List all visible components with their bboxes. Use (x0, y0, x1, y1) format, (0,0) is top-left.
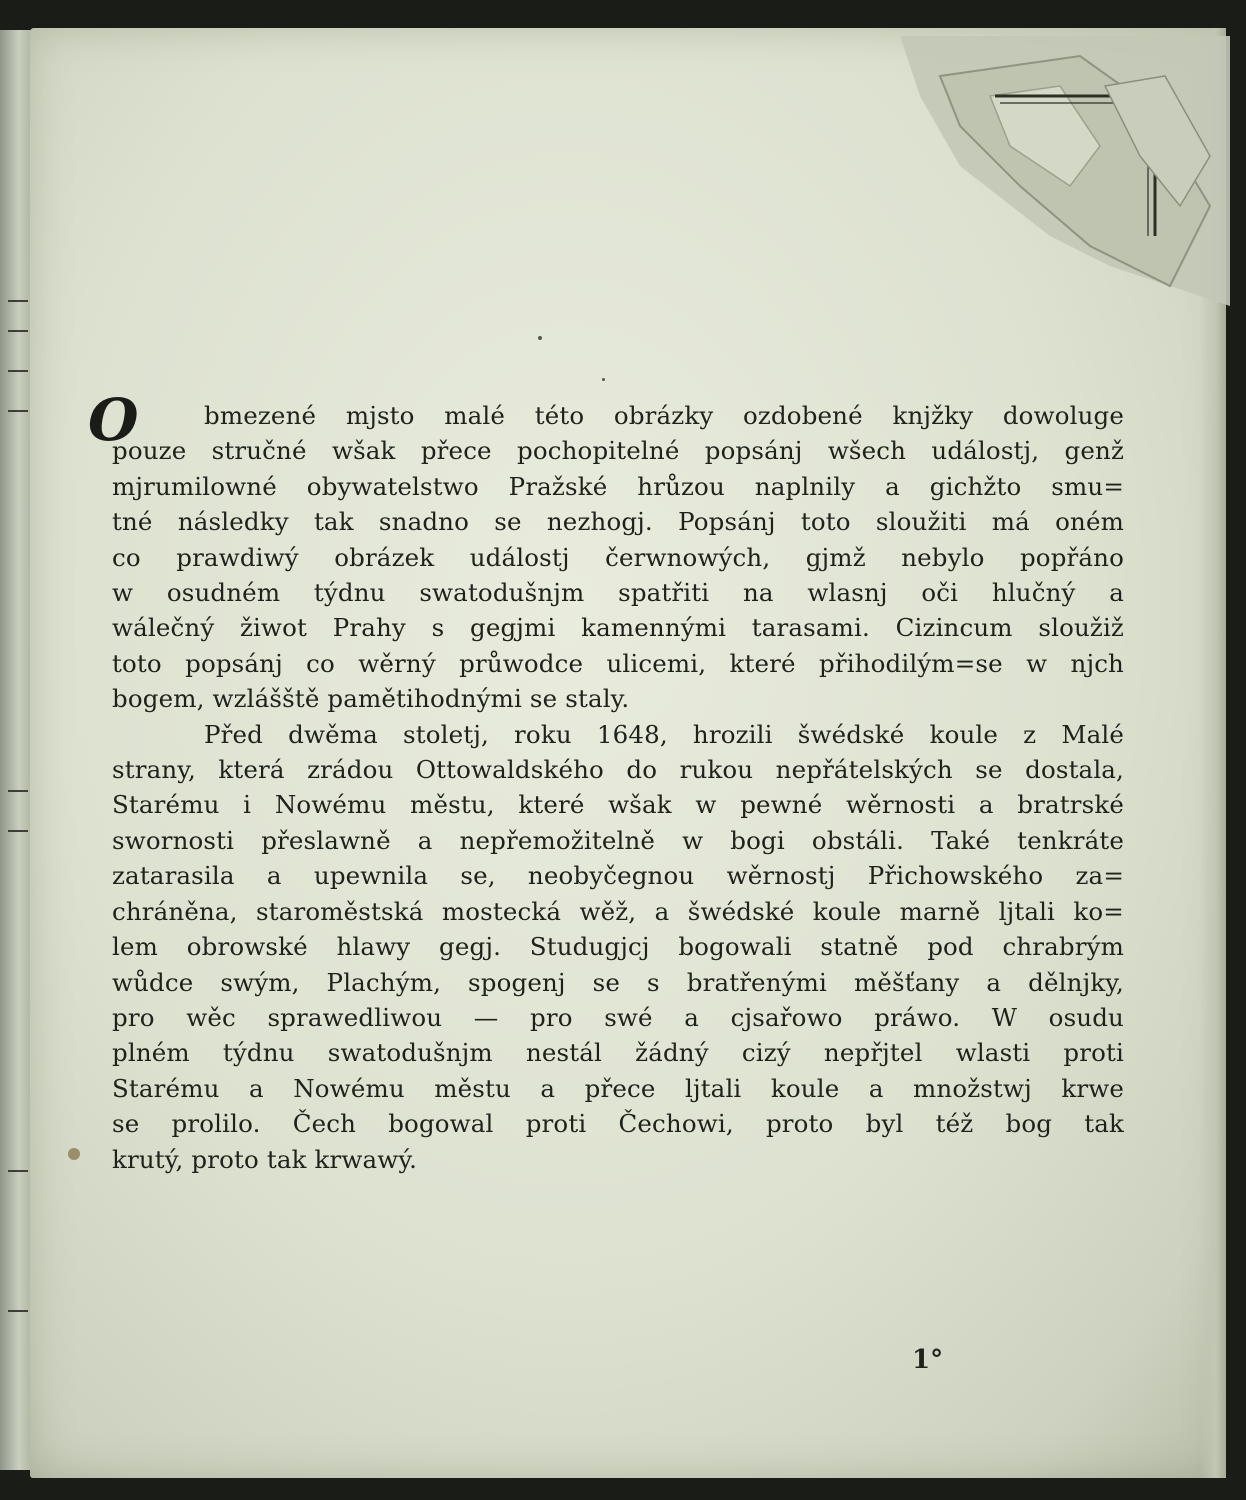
text-line: krutý, proto tak krwawý. (112, 1144, 418, 1174)
text-line: tné následky tak snadno se nezhogj. Popsánj toto sloužiti má oném (112, 507, 1124, 537)
body-text (112, 398, 1124, 1177)
text-line: mjrumilowné obywatelstwo Pražské hrůzou naplnily a gichžto smu= (112, 471, 1124, 501)
text-line: Před dwěma stoletj, roku 1648, hrozili šwédské koule z Malé (204, 719, 1124, 749)
text-line: toto popsánj co wěrný průwodce ulicemi, které přihodilým=se w njch (112, 648, 1124, 678)
drop-cap-initial: O (88, 386, 137, 454)
text-line: Starému i Nowému městu, které wšak w pewné wěrnosti a bratrské (112, 790, 1124, 820)
text-line: w osudném týdnu swatodušnjm spatřiti na wlasnj oči hlučný a (112, 578, 1124, 608)
text-line: plném týdnu swatodušnjm nestál žádný cizý nepřjtel wlasti proti (112, 1038, 1124, 1068)
text-line: pouze stručné wšak přece pochopitelné popsánj wšech událostj, genž (112, 436, 1124, 466)
text-line: strany, která zrádou Ottowaldského do rukou nepřátelských se dostala, (112, 755, 1124, 785)
text-line: chráněna, staroměstská mostecká wěž, a šwédské koule marně ljtali ko= (112, 896, 1124, 926)
paragraph-2 (112, 717, 1124, 1177)
text-line: bmezené mjsto malé této obrázky ozdobené knjžky dowoluge (204, 401, 1124, 430)
paragraph-1 (112, 398, 1124, 717)
text-line: Starému a Nowému městu a přece ljtali koule a množstwj krwe (112, 1073, 1124, 1103)
text-line: wálečný žiwot Prahy s gegjmi kamennými tarasami. Cizincum sloužiž (112, 613, 1124, 643)
page-number: 1° (912, 1345, 944, 1375)
text-line: lem obrowské hlawy gegj. Studugjcj bogowali statně pod chrabrým (112, 932, 1124, 962)
text-line: zatarasila a upewnila se, neobyčegnou wěrnostj Přichowského za= (112, 861, 1124, 891)
text-line: wůdce swým, Plachým, spogenj se s bratřenými měšťany a dělnjky, (112, 967, 1124, 997)
text-line: pro wěc sprawedliwou — pro swé a cjsařowo práwo. W osudu (112, 1002, 1124, 1032)
text-line: co prawdiwý obrázek událostj čerwnowých, gjmž nebylo popřáno (112, 542, 1124, 572)
text-line: swornosti přeslawně a nepřemožitelně w bogi obstáli. Také tenkráte (112, 825, 1124, 855)
text-line: bogem, wzlášště pamětihodnými se staly. (112, 684, 630, 714)
folded-corner (900, 36, 1230, 306)
text-line: se prolilo. Čech bogowal proti Čechowi, proto byl též bog tak (112, 1109, 1124, 1139)
